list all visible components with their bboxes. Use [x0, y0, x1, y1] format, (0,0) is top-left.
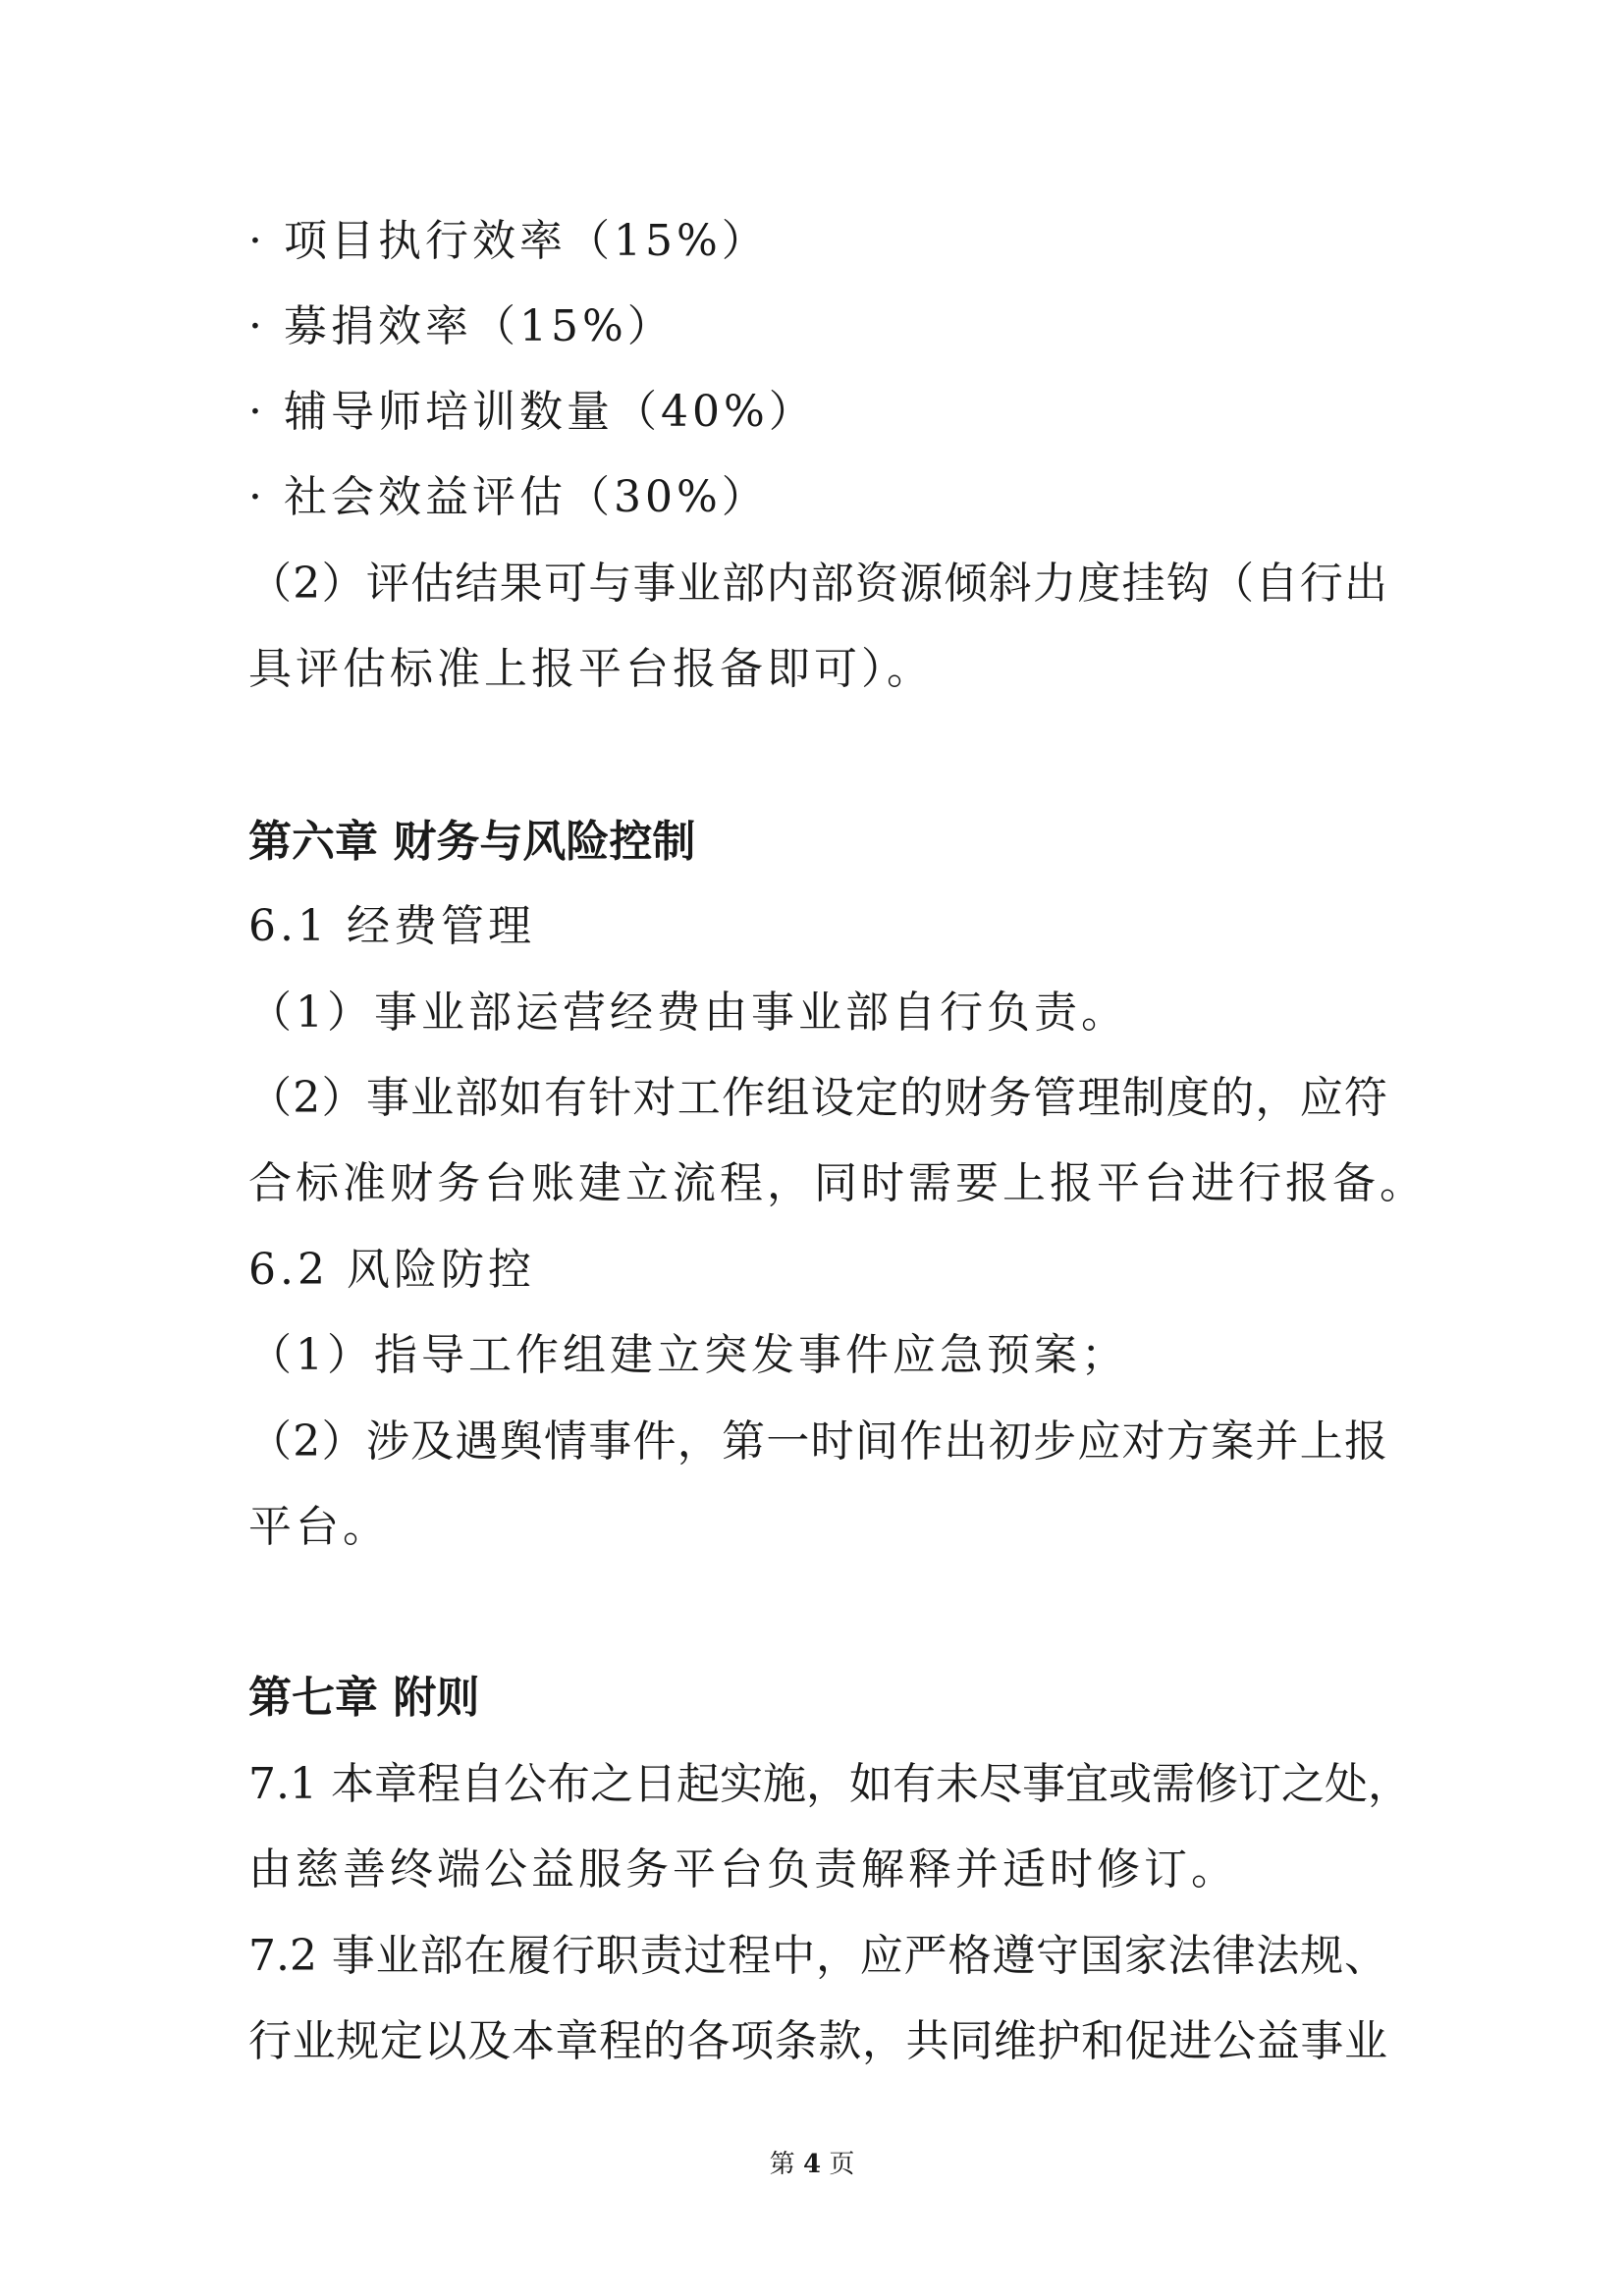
section-6-1-title: 6.1 经费管理	[248, 901, 535, 951]
page-footer	[0, 2148, 1624, 2181]
paragraph: 7.2 事业部在履行职责过程中，应严格遵守国家法律法规、	[248, 1931, 1387, 1981]
page-suffix: 页	[829, 2150, 855, 2179]
metric-item: · 辅导师培训数量（40%）	[248, 387, 816, 437]
eval-note-line: （2）评估结果可与事业部内部资源倾斜力度挂钩（自行出	[248, 559, 1387, 609]
section-6-2-title: 6.2 风险防控	[248, 1245, 535, 1295]
chapter-7-heading: 第七章 附则	[248, 1673, 480, 1723]
paragraph: 由慈善终端公益服务平台负责解释并适时修订。	[248, 1844, 1238, 1895]
paragraph: （1）事业部运营经费由事业部自行负责。	[248, 988, 1128, 1038]
paragraph: 平台。	[248, 1502, 390, 1552]
metric-item: · 募捐效率（15%）	[248, 301, 675, 351]
eval-note-line: 具评估标准上报平台报备即可）。	[248, 644, 934, 694]
chapter-6-heading: 第六章 财务与风险控制	[248, 817, 696, 867]
metric-item: · 项目执行效率（15%）	[248, 216, 769, 266]
page-number: 4	[802, 2150, 822, 2179]
paragraph: 7.1 本章程自公布之日起实施，如有未尽事宜或需修订之处，	[248, 1759, 1411, 1809]
paragraph: （1）指导工作组建立突发事件应急预案；	[248, 1330, 1128, 1380]
paragraph: 合标准财务台账建立流程，同时需要上报平台进行报备。	[248, 1158, 1427, 1208]
page-prefix: 第	[769, 2150, 795, 2179]
paragraph: （2）事业部如有针对工作组设定的财务管理制度的，应符	[248, 1073, 1387, 1123]
metric-item: · 社会效益评估（30%）	[248, 472, 769, 522]
paragraph: （2）涉及遇舆情事件，第一时间作出初步应对方案并上报	[248, 1416, 1387, 1467]
paragraph: 行业规定以及本章程的各项条款，共同维护和促进公益事业	[248, 2016, 1387, 2066]
